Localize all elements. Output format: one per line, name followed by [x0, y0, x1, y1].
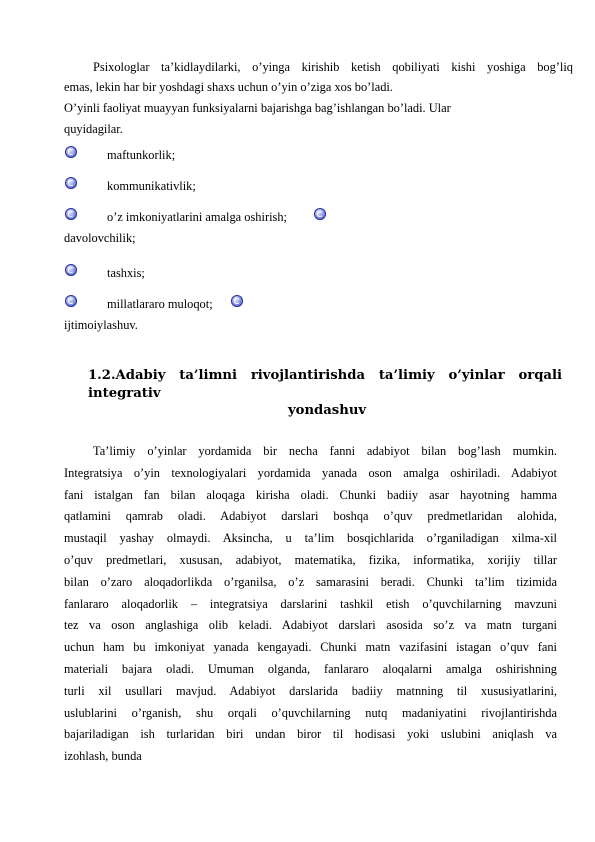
- list-item: maftunkorlik;: [107, 148, 176, 162]
- list-item: millatlararo muloqot;: [107, 297, 213, 311]
- body-line: o’quv predmetlari, xususan, adabiyot, matematika, fizika, informatika, xorijiy tillar: [64, 553, 557, 567]
- body-line: turli xil usullari mavjud. Adabiyot darslarida badiiy matnning til xususiyatlarini,: [64, 683, 557, 698]
- bullet-icon: [314, 208, 326, 220]
- intro-line-1: Psixologlar ta’kidlaydilarki, o’yinga kirishib ketish qobiliyati kishi yoshiga bog’liq: [93, 60, 573, 74]
- bullet-icon: [65, 295, 77, 307]
- body-line: qatlamini qamrab oladi. Adabiyot darslari boshqa o’quv predmetlaridan alohida,: [64, 509, 557, 524]
- section-heading: 1.2.Adabiy ta’limni rivojlantirishda ta’limiy o’yinlar orqali integrativ: [88, 368, 562, 401]
- section-heading-line-2: yondashuv: [288, 403, 367, 418]
- body-line: Ta’limiy o’yinlar yordamida bir necha fanni adabiyot bilan bog’lash mumkin.: [93, 444, 557, 458]
- body-line: materiali bajara oladi. Umuman olganda, fanlararo aloqalarni amalga oshirishning: [64, 662, 557, 676]
- bullet-icon: [65, 146, 77, 158]
- body-line: uchun ham bu imkoniyat yanada kengayadi. Chunki matn vazifasini istagan o’quv fani: [64, 640, 557, 655]
- body-line: fani istalgan fan bilan aloqaga kirisha oladi. Chunki badiiy asar hayotning hamma: [64, 487, 557, 502]
- body-line: Integratsiya o’yin texnologiyalari yordamida yanada oson amalga oshiriladi. Adabiyot: [64, 465, 557, 480]
- body-line: tez va oson anglashiga olib keladi. Adabiyot darslari asosida so’z va matn turgani: [64, 618, 557, 633]
- bullet-icon: [65, 208, 77, 220]
- body-line: izohlash, bunda: [64, 749, 142, 764]
- bullet-icon: [231, 295, 243, 307]
- list-item: kommunikativlik;: [107, 179, 196, 193]
- body-line: bilan o’zaro aloqadorlikda o’rganilsa, o’z samarasini beradi. Chunki ta’lim tizimida: [64, 574, 557, 589]
- body-line: bajariladigan ish turlaridan biri undan biror til hodisasi yoki uslubini aniqlash va: [64, 727, 557, 742]
- body-line: fanlararo aloqadorlik – integratsiya darslarini tashkil etish o’quvchilarning mavzuni: [64, 596, 557, 611]
- intro-line-3: O’yinli faoliyat muayyan funksiyalarni bajarishga bag’ishlangan bo’ladi. Ular: [64, 101, 451, 115]
- intro-line-2: emas, lekin har bir yoshdagi shaxs uchun o’yin o’ziga xos bo’ladi.: [64, 80, 393, 94]
- list-item: tashxis;: [107, 266, 145, 280]
- body-line: mustaqil yashay olmaydi. Aksincha, u ta’lim bosqichlarida o’rganiladigan xilma-xil: [64, 531, 557, 546]
- list-item-continuation: davolovchilik;: [64, 231, 136, 245]
- intro-line-4: quyidagilar.: [64, 122, 123, 136]
- list-item: o’z imkoniyatlarini amalga oshirish;: [107, 210, 287, 224]
- body-line: uslublarini o’rganish, shu orqali o’quvchilarning nutq madaniyatini rivojlantirishda: [64, 705, 557, 720]
- bullet-icon: [65, 264, 77, 276]
- bullet-icon: [65, 177, 77, 189]
- list-item-continuation: ijtimoiylashuv.: [64, 318, 138, 332]
